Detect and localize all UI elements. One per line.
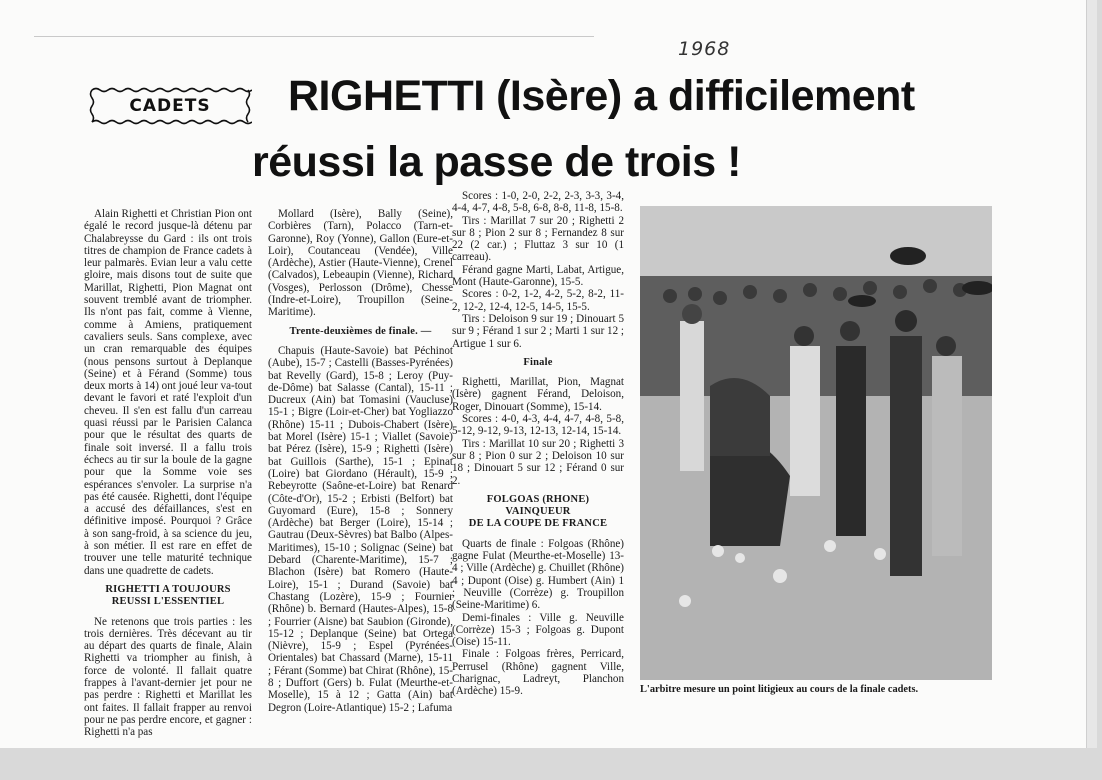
section-label: CADETS <box>129 96 211 116</box>
match-photo <box>640 206 992 680</box>
tirs-line: Tirs : Deloison 9 sur 19 ; Dinouart 5 sur 9 ; Férand 1 sur 2 ; Marti 1 sur 12 ; Artigue 1 sur 6. <box>452 312 624 350</box>
tirs-line: Tirs : Marillat 10 sur 20 ; Righetti 3 sur 8 ; Pion 0 sur 2 ; Deloison 10 sur 18 ; Dinouart 5 sur 12 ; Férand 0 sur 2. <box>452 437 624 487</box>
paragraph: Demi-finales : Ville g. Neuville (Corrèze) 15-3 ; Folgoas g. Dupont (Oise) 15-11. <box>452 611 624 649</box>
photo-caption: L'arbitre mesure un point litigieux au cours de la finale cadets. <box>640 684 919 695</box>
column-3 <box>452 190 624 698</box>
paragraph: Alain Righetti et Christian Pion ont égalé le record jusque-là détenu par Chalabreysse du Gard : ils ont trois titres de champion de France cadets à leur palmarès. Evian leur a valu cette gloire, mais disons tout de suite que Marillat, Righetti, Pion Magnat ont souvent tremblé avant de triompher. Ils n'ont pas fait, comme à Vienne, comme à Amiens, pratiquement cavaliers seuls. Sans complexe, avec un cran remarquable des équipes (nous pensons surtout à Deplanque (Seine) et à Férand (Somme) tous deux morts à 14) ont joué leur va-tout devant le favori et raté l'exploit d'un cheveu. Il s'en est fallu d'un carreau quasi réussi par le Parisien Calanca pour que le résultat des quarts de finale soit inversé. Il a fallu trois échecs au tir sur la boule de la gagne pour que la Somme voie ses espérances s'envoler. La surprise n'a pas été causée. Righetti, dont l'équipe a accusé des défaillances, s'est en définitive imposé. Pourquoi ? Grâce à son sang-froid, à sa science du jeu, à son métier. Il est rare en effet de trouver une telle maturité technique dans une quadrette de cadets. <box>84 208 252 577</box>
paragraph: Mollard (Isère), Bally (Seine), Corbières (Tarn), Polacco (Tarn-et-Garonne), Roy (Yonne), Gallon (Eure-et-Loir), Coutanceau (Vendée), Ville (Ardèche), Astier (Haute-Vienne), Crenel (Calvados), Lebeaupin (Vienne), Richard (Vosges), Perlosson (Drôme), Chesse (Indre-et-Loire), Troupillon (Seine-Maritime). <box>268 208 453 319</box>
headline-line-2: réussi la passe de trois ! <box>252 138 741 186</box>
page-edge <box>1086 0 1097 748</box>
paragraph: Quarts de finale : Folgoas (Rhône) gagne Fulat (Meurthe-et-Moselle) 13-4 ; Ville (Ardèche) g. Chuillet (Rhône) 4 ; Dupont (Oise) g. Humbert (Ain) 1 ; Neuville (Corrèze) g. Troupillon (Seine-Maritime) 6. <box>452 537 624 612</box>
scores-line: Scores : 4-0, 4-3, 4-4, 4-7, 4-8, 5-8, 5-12, 9-12, 9-13, 12-13, 12-14, 15-14. <box>452 413 624 438</box>
scores-line: Scores : 1-0, 2-0, 2-2, 2-3, 3-3, 3-4, 4-4, 4-7, 4-8, 5-8, 6-8, 8-8, 11-8, 15-8. <box>452 190 624 215</box>
subheading: VAINQUEUR <box>505 506 571 518</box>
scores-line: Scores : 0-2, 1-2, 4-2, 5-2, 8-2, 11-2, 12-2, 12-4, 12-5, 14-5, 15-5. <box>452 288 624 313</box>
subheading: Finale <box>523 356 553 368</box>
rule-line <box>34 36 594 37</box>
subheading: DE LA COUPE DE FRANCE <box>468 518 608 530</box>
tirs-line: Tirs : Marillat 7 sur 20 ; Righetti 2 sur 8 ; Pion 2 sur 8 ; Fernandez 8 sur 22 (2 car.) ; Fluttaz 3 sur 10 (1 carreau). <box>452 214 624 264</box>
paragraph: Finale : Folgoas frères, Perricard, Perrusel (Rhône) gagnent Ville, Charignac, Ladreyt, Planchon (Ardèche) 15-9. <box>452 648 624 698</box>
paragraph: Righetti, Marillat, Pion, Magnat (Isère) gagnent Férand, Deloison, Roger, Dinouart (Somme), 15-14. <box>452 376 624 413</box>
subheading: Trente-deuxièmes de finale. — <box>289 325 432 337</box>
column-1 <box>84 208 252 738</box>
subheading: REUSSI L'ESSENTIEL <box>111 596 225 608</box>
photo-illustration <box>640 206 992 680</box>
subheading: RIGHETTI A TOUJOURS <box>105 583 231 595</box>
handwritten-year: 1968 <box>678 38 731 60</box>
paragraph: Ne retenons que trois parties : les trois dernières. Très décevant au tir au départ des quarts de finale, Alain Righetti va triompher au finish, à force de volonté. Il fallait quatre frappes à l'avant-dernier jet pour ne pas perdre : Righetti et Marillat les ont faites. Il fallait frapper au renvoi pour ne pas perdre encore, et gagner : Righetti n'a pas <box>84 615 252 739</box>
subheading: FOLGOAS (RHONE) <box>486 493 590 505</box>
section-badge <box>88 86 252 126</box>
headline-line-1: RIGHETTI (Isère) a difficilement <box>288 72 915 120</box>
paragraph: Chapuis (Haute-Savoie) bat Péchinot (Aube), 15-7 ; Castelli (Basses-Pyrénées) bat Revelly (Gard), 15-8 ; Leroy (Puy-de-Dôme) bat Salasse (Cantal), 15-11 ; Ducreux (Ain) bat Tomasini (Vaucluse) 15-1 ; Bigre (Loir-et-Cher) bat Yogliazzo (Rhône) 15-11 ; Dubois-Chabert (Isère) bat Morel (Isère) 15-1 ; Viallet (Savoie) bat Pérez (Isère), 15-9 ; Righetti (Isère) bat Guillois (Sarthe), 15-1 ; Epinat (Loire) bat Giordano (Hérault), 15-9 ; Rebeyrotte (Saône-et-Loire) bat Renard (Côte-d'Or), 15-2 ; Erbisti (Belfort) bat Guyomard (Eure), 15-8 ; Sonnery (Ardèche) bat Berger (Loire), 15-14 ; Gautrau (Deux-Sèvres) bat Balbo (Alpes-Maritimes), 15-10 ; Solignac (Seine) bat Debard (Charente-Maritime), 15-7 ; Blachon (Isère) bat Romero (Haute-Loire), 15-1 ; Durand (Savoie) bat Chastang (Lozère), 15-9 ; Fournier (Rhône) b. Bernard (Hautes-Alpes), 15-8 ; Fourrier (Aisne) bat Saubion (Gironde), 15-12 ; Deplanque (Seine) bat Ortega (Nièvre), 15-9 ; Espel (Pyrénées-Orientales) bat Chassard (Marne), 15-11 ; Férant (Somme) bat Chirat (Rhône), 15-8 ; Duffort (Gers) b. Fulat (Meurthe-et-Moselle), 15 à 12 ; Gatta (Ain) bat Degron (Loire-Atlantique) 15-2 ; Lafuma <box>268 344 453 714</box>
column-2 <box>268 208 453 714</box>
paragraph: Férand gagne Marti, Labat, Artigue, Mont (Haute-Garonne), 15-5. <box>452 263 624 289</box>
